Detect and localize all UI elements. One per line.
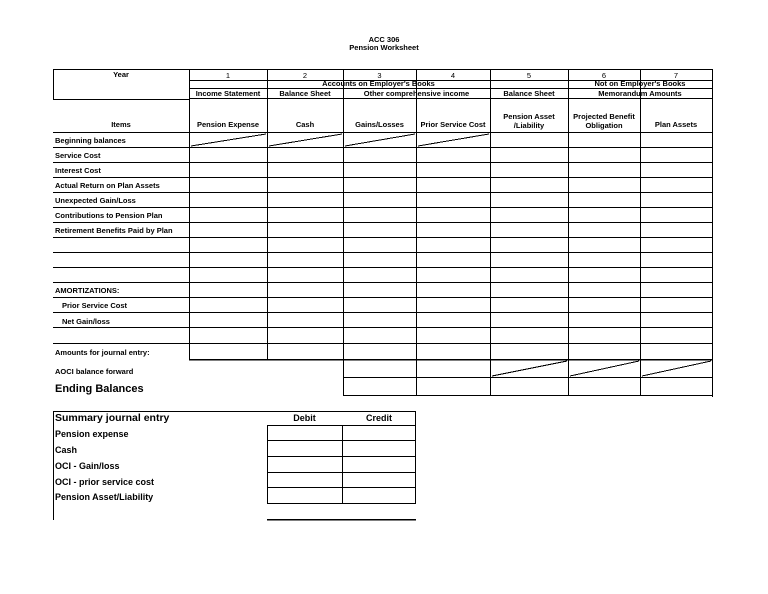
row-label: Prior Service Cost <box>62 301 128 310</box>
row-label: Retirement Benefits Paid by Plan <box>55 226 173 235</box>
column-number: 7 <box>673 71 679 80</box>
column-number: 4 <box>450 71 456 80</box>
items-label: Items <box>111 120 131 129</box>
credit-header: Credit <box>365 413 392 423</box>
group-on-books: Accounts on Employer's Books <box>322 79 435 88</box>
category-memorandum: Memorandum Amounts <box>598 89 682 98</box>
amortizations-heading: AMORTIZATIONS: <box>55 286 120 295</box>
column-header: Prior Service Cost <box>420 120 486 129</box>
column-header: Projected Benefit Obligation <box>573 112 635 130</box>
row-label: Beginning balances <box>55 136 126 145</box>
column-number: 5 <box>526 71 532 80</box>
column-number: 1 <box>225 71 231 80</box>
summary-row-label: Pension expense <box>55 429 129 439</box>
column-number: 2 <box>302 71 308 80</box>
row-label: Net Gain/loss <box>62 317 110 326</box>
row-label: Contributions to Pension Plan <box>55 211 163 220</box>
category-income-statement: Income Statement <box>195 89 261 98</box>
row-label: Interest Cost <box>55 166 101 175</box>
summary-row-label: Pension Asset/Liability <box>55 492 154 502</box>
column-number: 6 <box>601 71 607 80</box>
journal-entry-label: Amounts for journal entry: <box>55 348 150 357</box>
column-header: Cash <box>295 120 315 129</box>
ending-balances-label: Ending Balances <box>55 383 144 395</box>
summary-row-label: OCI - prior service cost <box>55 477 155 487</box>
column-header: Gains/Losses <box>355 120 404 129</box>
aoci-label: AOCI balance forward <box>55 367 134 376</box>
row-label: Actual Return on Plan Assets <box>55 181 160 190</box>
summary-row-label: Cash <box>55 445 78 455</box>
column-header: Pension Expense <box>196 120 260 129</box>
column-number: 3 <box>377 71 382 80</box>
year-label: Year <box>113 70 129 79</box>
group-off-books: Not on Employer's Books <box>594 79 686 88</box>
column-header: Pension Asset /Liability <box>503 112 555 130</box>
row-label: Service Cost <box>55 151 101 160</box>
debit-header: Debit <box>293 413 316 423</box>
category-oci: Other comprehensive income <box>363 89 470 98</box>
category-balance-sheet: Balance Sheet <box>279 89 331 98</box>
summary-title: Summary journal entry <box>55 412 170 424</box>
summary-row-label: OCI - Gain/loss <box>55 461 120 471</box>
column-header: Plan Assets <box>654 120 698 129</box>
row-label: Unexpected Gain/Loss <box>55 196 136 205</box>
course-title: ACC 306 <box>368 35 400 44</box>
category-balance-sheet: Balance Sheet <box>503 89 555 98</box>
worksheet-title: Pension Worksheet <box>349 43 419 52</box>
